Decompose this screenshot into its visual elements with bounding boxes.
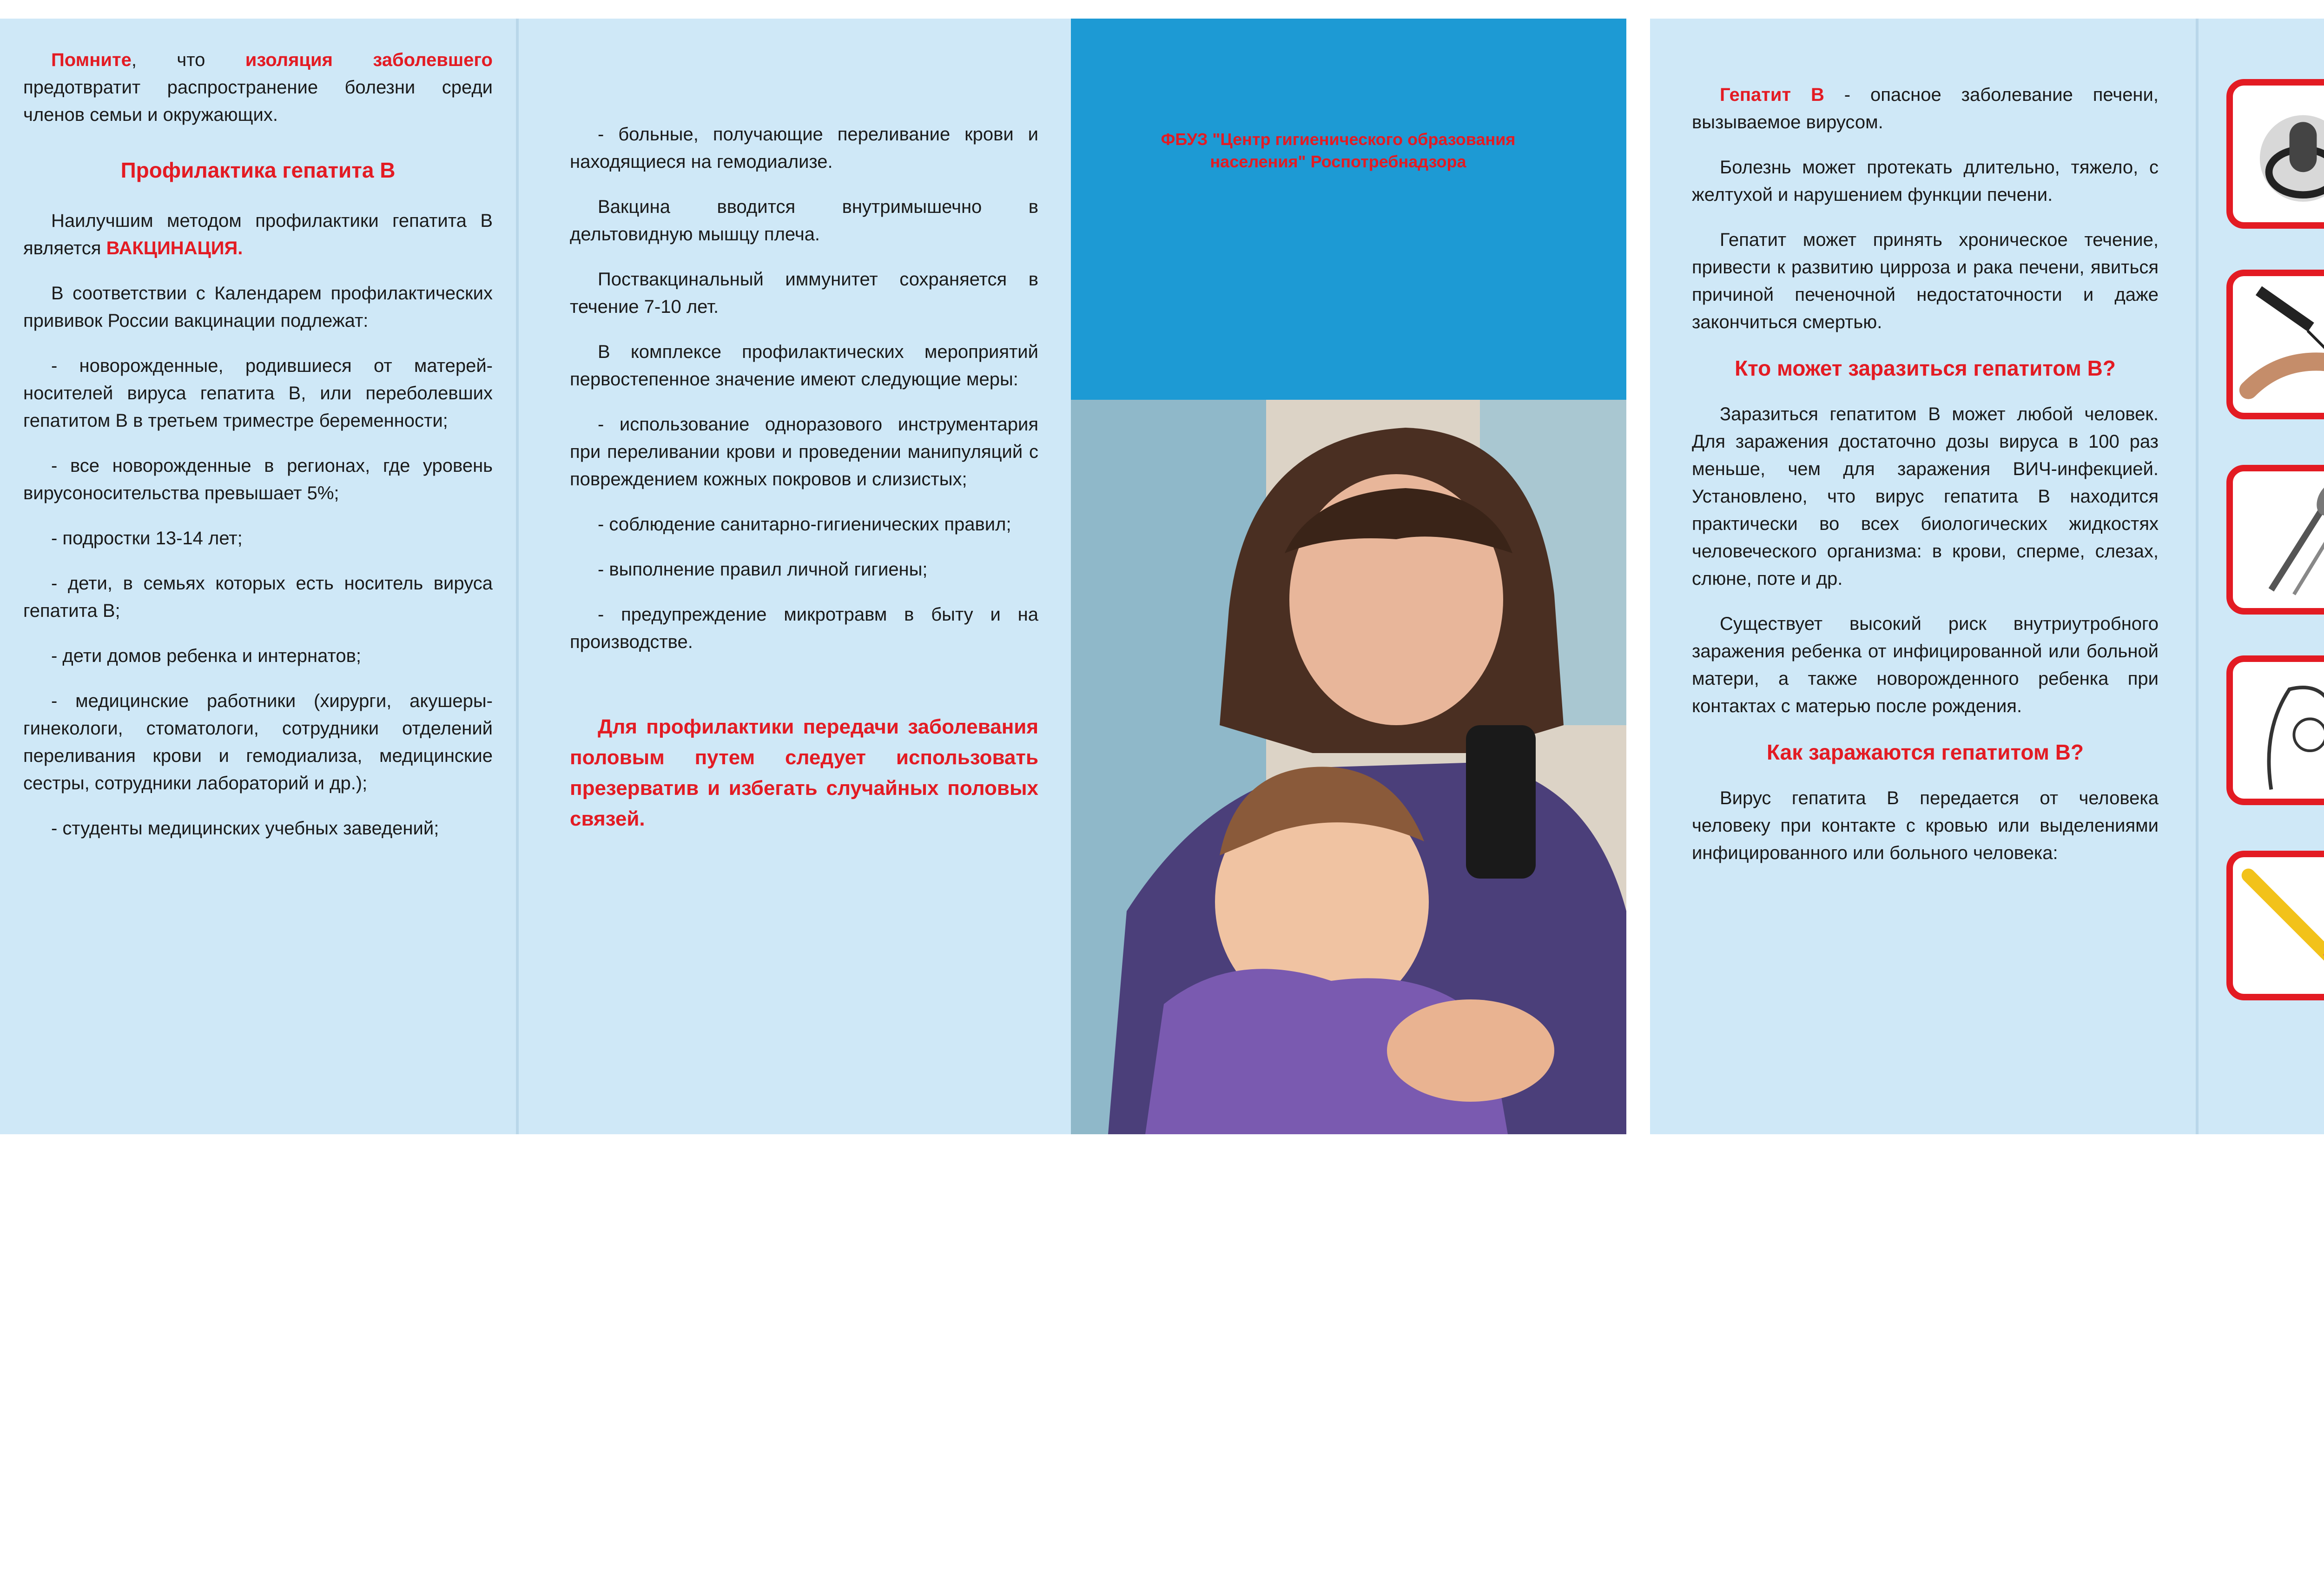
- infection-text: Заразиться гепатитом В может любой человек. Для заражения достаточно дозы вируса в 100 раз меньше, чем для заражения ВИЧ-инфекцией. Установлено, что вирус гепатита В находится практически во всех биологических жидкостях человеческого организма: в крови, сперме, слезах, слюне, поте и др.: [1692, 401, 2159, 593]
- list-item: - все новорожденные в регионах, где уровень вирусоносительства превышает 5%;: [23, 452, 493, 507]
- cover-panel: [1071, 19, 1626, 1134]
- panel-vaccine-measures: [519, 19, 1071, 1134]
- list-item: - дети домов ребенка и интернатов;: [23, 642, 493, 670]
- org-title: ФБУЗ "Центр гигиенического образования населения" Роспотребнадзора: [1141, 128, 1536, 173]
- course-text: Болезнь может протекать длительно, тяжело, с желтухой и нарушением функции печени.: [1692, 154, 2159, 209]
- who-can-be-infected-heading: Кто может заразиться гепатитом В?: [1692, 355, 2159, 382]
- transmission-text: Вирус гепатита В передается от человека человеку при контакте с кровью или выделениями инфицированного или больного человека:: [1692, 785, 2159, 867]
- condom-icon: [2226, 79, 2324, 229]
- leaflet-inner-side: [1650, 0, 2324, 1153]
- condom-advice: Для профилактики передачи заболевания половым путем следует использовать презерватив и избегать случайных половых связей.: [570, 712, 1038, 834]
- how-infected-heading: Как заражаются гепатитом В?: [1692, 739, 2159, 766]
- list-item: - соблюдение санитарно-гигиенических правил;: [570, 511, 1038, 538]
- list-item: В комплексе профилактических мероприятий первостепенное значение имеют следующие меры:: [570, 338, 1038, 393]
- definition: Гепатит В - опасное заболевание печени, вызываемое вирусом.: [1692, 81, 2159, 136]
- panel-what-is-hepatitis: [1650, 19, 2196, 1134]
- list-item: - использование одноразового инструментария при переливании крови и проведении манипуляций с повреждением кожных покровов и слизистых;: [570, 411, 1038, 493]
- list-item: - новорожденные, родившиеся от матерей-носителей вируса гепатита В, или переболевших гепатитом В в третьем триместре беременности;: [23, 352, 493, 435]
- mother-child-photo: [1071, 400, 1626, 1134]
- list-item: Поствакцинальный иммунитет сохраняется в течение 7-10 лет.: [570, 266, 1038, 321]
- list-item: - подростки 13-14 лет;: [23, 525, 493, 552]
- list-item: - медицинские работники (хирурги, акушеры-гинекологи, стоматологи, сотрудники отделений переливания крови и гемодиализа, медицинские сестры, сотрудники лабораторий и др.);: [23, 688, 493, 797]
- list-item: - студенты медицинских учебных заведений;: [23, 815, 493, 842]
- calendar-text: В соответствии с Календарем профилактических прививок России вакцинации подлежат:: [23, 280, 493, 335]
- panel-prophylaxis: [0, 19, 516, 1134]
- syringe-injection-icon: [2226, 270, 2324, 419]
- chronic-text: Гепатит может принять хроническое течение, привести к развитию цирроза и рака печени, явиться причиной печеночной недостаточности и даже закончиться смертью.: [1692, 226, 2159, 336]
- vaccination-intro: Наилучшим методом профилактики гепатита В является ВАКЦИНАЦИЯ.: [23, 207, 493, 262]
- prophylaxis-heading: Профилактика гепатита В: [23, 157, 493, 184]
- tattoo-icon: [2226, 655, 2324, 805]
- isolation-note: Помните, что изоляция заболевшего предотвратит распространение болезни среди членов семьи и окружающих.: [23, 46, 493, 129]
- toothbrush-icon: [2226, 851, 2324, 1000]
- list-item: Вакцина вводится внутримышечно в дельтовидную мышцу плеча.: [570, 193, 1038, 248]
- risk-text: Существует высокий риск внутриутробного заражения ребенка от инфицированной или больной матери, а также новорожденного ребенка при контактах с матерью после рождения.: [1692, 610, 2159, 720]
- list-item: - больные, получающие переливание крови и находящиеся на гемодиализе.: [570, 121, 1038, 176]
- dental-instruments-icon: [2226, 465, 2324, 615]
- list-item: - предупреждение микротравм в быту и на производстве.: [570, 601, 1038, 656]
- list-item: - дети, в семьях которых есть носитель вируса гепатита В;: [23, 570, 493, 625]
- icon-column: [2199, 19, 2324, 1134]
- list-item: - выполнение правил личной гигиены;: [570, 556, 1038, 583]
